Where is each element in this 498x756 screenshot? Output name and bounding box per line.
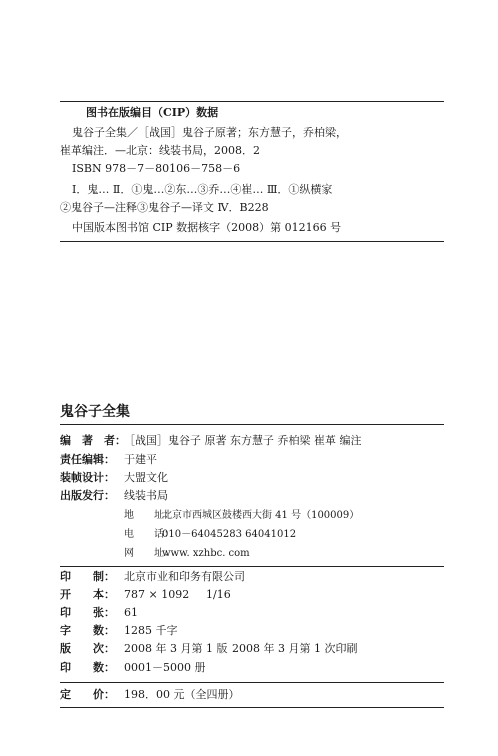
edition-label: 版 次：: [60, 642, 115, 655]
words-value: 1285 千字: [124, 624, 178, 637]
cip-data-number: 中国版本图书馆 CIP 数据核字（2008）第 012166 号: [72, 221, 342, 234]
publisher-label: 出版发行：: [60, 489, 115, 502]
publisher-value: 线装书局: [124, 489, 168, 502]
specs-top-rule: [60, 566, 444, 567]
printing-value: 2008 年 3 月第 1 次印刷: [232, 642, 358, 655]
sheets-label: 印 张：: [60, 606, 115, 619]
authors-label: 编 著 者：: [60, 434, 126, 447]
design-label: 装帧设计：: [60, 471, 115, 484]
words-label: 字 数：: [60, 624, 115, 637]
format-fraction: 1/16: [206, 588, 231, 601]
price-value: 198．00 元（全四册）: [124, 688, 240, 701]
cip-line-2: 崔革编注．—北京：线装书局，2008．2: [60, 144, 260, 157]
cip-subject-2: ②鬼谷子—注释③鬼谷子—译文 Ⅳ．B228: [60, 201, 269, 214]
print-value: 北京市业和印务有限公司: [124, 570, 245, 583]
cip-top-rule: [60, 101, 444, 102]
cip-heading: 图书在版编目（CIP）数据: [86, 106, 219, 119]
book-title: 鬼谷子全集: [60, 404, 130, 420]
address-label: 地 址：: [124, 510, 174, 521]
website-label: 网 址：: [124, 548, 174, 559]
sheets-value: 61: [124, 606, 138, 619]
price-top-rule: [60, 682, 444, 683]
phone-value: 010－64045283 64041012: [162, 529, 297, 540]
print-label: 印 制：: [60, 570, 115, 583]
copies-label: 印 数：: [60, 661, 115, 674]
copies-value: 0001－5000 册: [124, 661, 206, 674]
cip-line-1: 鬼谷子全集／［战国］鬼谷子原著；东方慧子，乔柏梁，: [72, 126, 347, 139]
price-bottom-rule: [60, 707, 444, 708]
price-label: 定 价：: [60, 688, 115, 701]
title-rule: [60, 424, 444, 425]
design-value: 大盟文化: [124, 471, 168, 484]
editor-label: 责任编辑：: [60, 453, 115, 466]
cip-subject-1: Ⅰ．鬼… Ⅱ．①鬼…②东…③乔…④崔… Ⅲ．①纵横家: [72, 183, 333, 196]
format-value: 787 × 1092: [124, 588, 190, 601]
website-value: www. xzhbc. com: [162, 548, 250, 559]
phone-label: 电 话：: [124, 529, 174, 540]
format-label: 开 本：: [60, 588, 115, 601]
address-value: 北京市西城区鼓楼西大街 41 号（100009）: [162, 510, 360, 521]
edition-value: 2008 年 3 月第 1 版: [124, 642, 228, 655]
editor-value: 于建平: [124, 453, 157, 466]
cip-isbn: ISBN 978－7－80106－758－6: [72, 162, 241, 175]
cip-bottom-rule: [60, 241, 444, 242]
authors-value: ［战国］鬼谷子 原著 东方慧子 乔柏梁 崔革 编注: [124, 434, 362, 447]
